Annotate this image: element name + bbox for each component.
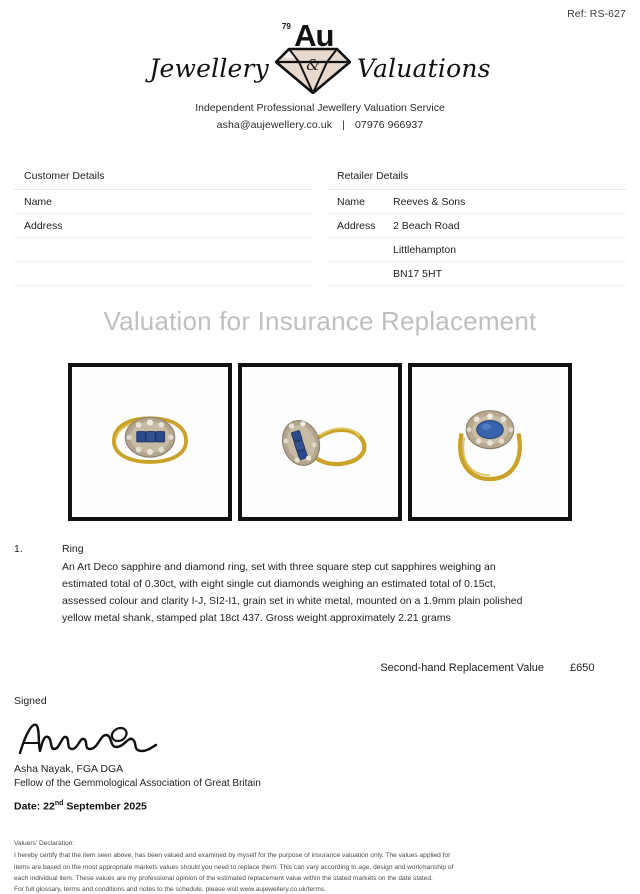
tagline-text: Independent Professional Jewellery Valuation Service bbox=[195, 102, 445, 114]
retailer-address-label: Address bbox=[337, 219, 376, 232]
ring-photo-front[interactable] bbox=[68, 363, 232, 521]
declaration-line-2: items are based on the most appropriate markets values should you need to replace them. This can vary according to age, design and workmanship of bbox=[14, 863, 454, 871]
gold-diamond-logo-icon bbox=[267, 20, 359, 96]
ring-angled-view-image bbox=[242, 367, 398, 517]
retailer-address-row-2 bbox=[327, 238, 626, 262]
declaration-line-4: For full glossary, terms and conditions and notes to the schedule, please visit www.aujewellery.co.uk/terms. bbox=[14, 886, 327, 894]
item-description: An Art Deco sapphire and diamond ring, set with three square step cut sapphires weighing an estimated total of 0.30ct, with eight single cut diamonds weighing an estimated total of 0.15ct, assessed colour and clarity I-J, SI2-I1, grain set in white metal, mounted on a 1.9mm plain polished yellow metal shank, stamped plat 18ct 437. Gross weight approximately 2.21 grams bbox=[62, 561, 523, 624]
valuation-date bbox=[14, 800, 434, 813]
valuer-credentials: Fellow of the Gemmological Association of Great Britain bbox=[14, 778, 261, 789]
replacement-value-amount: £650 bbox=[570, 662, 595, 674]
logo-word-jewellery: Jewellery bbox=[149, 53, 269, 83]
declaration-line-1: I hereby certify that the item seen above, has been valued and examined by myself for the purpose of insurance valuation only. The values applied for bbox=[14, 852, 451, 860]
phone-number: 07976 966937 bbox=[354, 119, 424, 132]
retailer-address-row bbox=[327, 214, 626, 238]
retailer-postcode-value[interactable]: BN17 5HT bbox=[393, 267, 443, 280]
item-number: 1. bbox=[14, 543, 23, 555]
date-ordinal: nd bbox=[54, 800, 64, 807]
date-suffix: September 2025 bbox=[63, 800, 147, 813]
customer-name-row bbox=[14, 190, 313, 214]
replacement-value-line bbox=[14, 662, 614, 674]
ring-upright-view-image bbox=[412, 367, 568, 517]
reference-number: Ref: RS-627 bbox=[567, 8, 626, 20]
declaration-line-3: each individual item. These values are my professional opinion of the estimated replacement value within the stated markets on the date stated. bbox=[14, 874, 433, 882]
replacement-value-label: Second-hand Replacement Value bbox=[380, 662, 544, 674]
contact-line bbox=[195, 117, 445, 134]
customer-address-row-2 bbox=[14, 238, 313, 262]
retailer-address-value-2[interactable]: Littlehampton bbox=[393, 243, 457, 256]
item-header bbox=[14, 543, 614, 555]
retailer-address-row-3 bbox=[327, 262, 626, 286]
contact-separator: | bbox=[342, 119, 345, 132]
declaration-title: Valuers' Declaration: bbox=[14, 840, 75, 847]
customer-details-table bbox=[14, 168, 313, 286]
retailer-name-label: Name bbox=[337, 195, 366, 208]
retailer-details-table bbox=[327, 168, 626, 286]
page-title: Valuation for Insurance Replacement bbox=[103, 306, 537, 336]
customer-address-label: Address bbox=[24, 219, 63, 232]
item-entry bbox=[14, 543, 614, 627]
valuer-name: Asha Nayak, FGA DGA bbox=[14, 763, 124, 775]
logo-row bbox=[149, 18, 491, 94]
customer-name-label: Name bbox=[24, 195, 53, 208]
customer-address-row bbox=[14, 214, 313, 238]
date-prefix: Date: 22 bbox=[14, 800, 55, 813]
retailer-name-row bbox=[327, 190, 626, 214]
customer-details-heading: Customer Details bbox=[14, 168, 313, 190]
signature-block bbox=[14, 695, 434, 813]
customer-address-row-3 bbox=[14, 262, 313, 286]
ring-photo-angled[interactable] bbox=[238, 363, 402, 521]
item-photo-gallery bbox=[68, 363, 572, 521]
ampersand-label: & bbox=[306, 56, 320, 74]
company-tagline bbox=[195, 100, 445, 135]
retailer-address-value[interactable]: 2 Beach Road bbox=[393, 219, 460, 232]
retailer-name-value[interactable]: Reeves & Sons bbox=[393, 195, 466, 208]
atomic-number-label: 79 bbox=[281, 22, 291, 31]
company-logo-block bbox=[0, 18, 640, 135]
retailer-details-heading: Retailer Details bbox=[327, 168, 626, 190]
valuers-declaration bbox=[14, 838, 628, 894]
ring-photo-upright[interactable] bbox=[408, 363, 572, 521]
logo-word-valuations: Valuations bbox=[356, 53, 491, 83]
au-symbol-label: Au bbox=[294, 18, 334, 53]
handwritten-signature-icon bbox=[14, 713, 434, 761]
item-name: Ring bbox=[62, 543, 84, 555]
ring-front-view-image bbox=[72, 367, 228, 517]
signed-label: Signed bbox=[14, 695, 47, 707]
email-address: asha@aujewellery.co.uk bbox=[216, 119, 333, 132]
details-section bbox=[14, 168, 626, 286]
